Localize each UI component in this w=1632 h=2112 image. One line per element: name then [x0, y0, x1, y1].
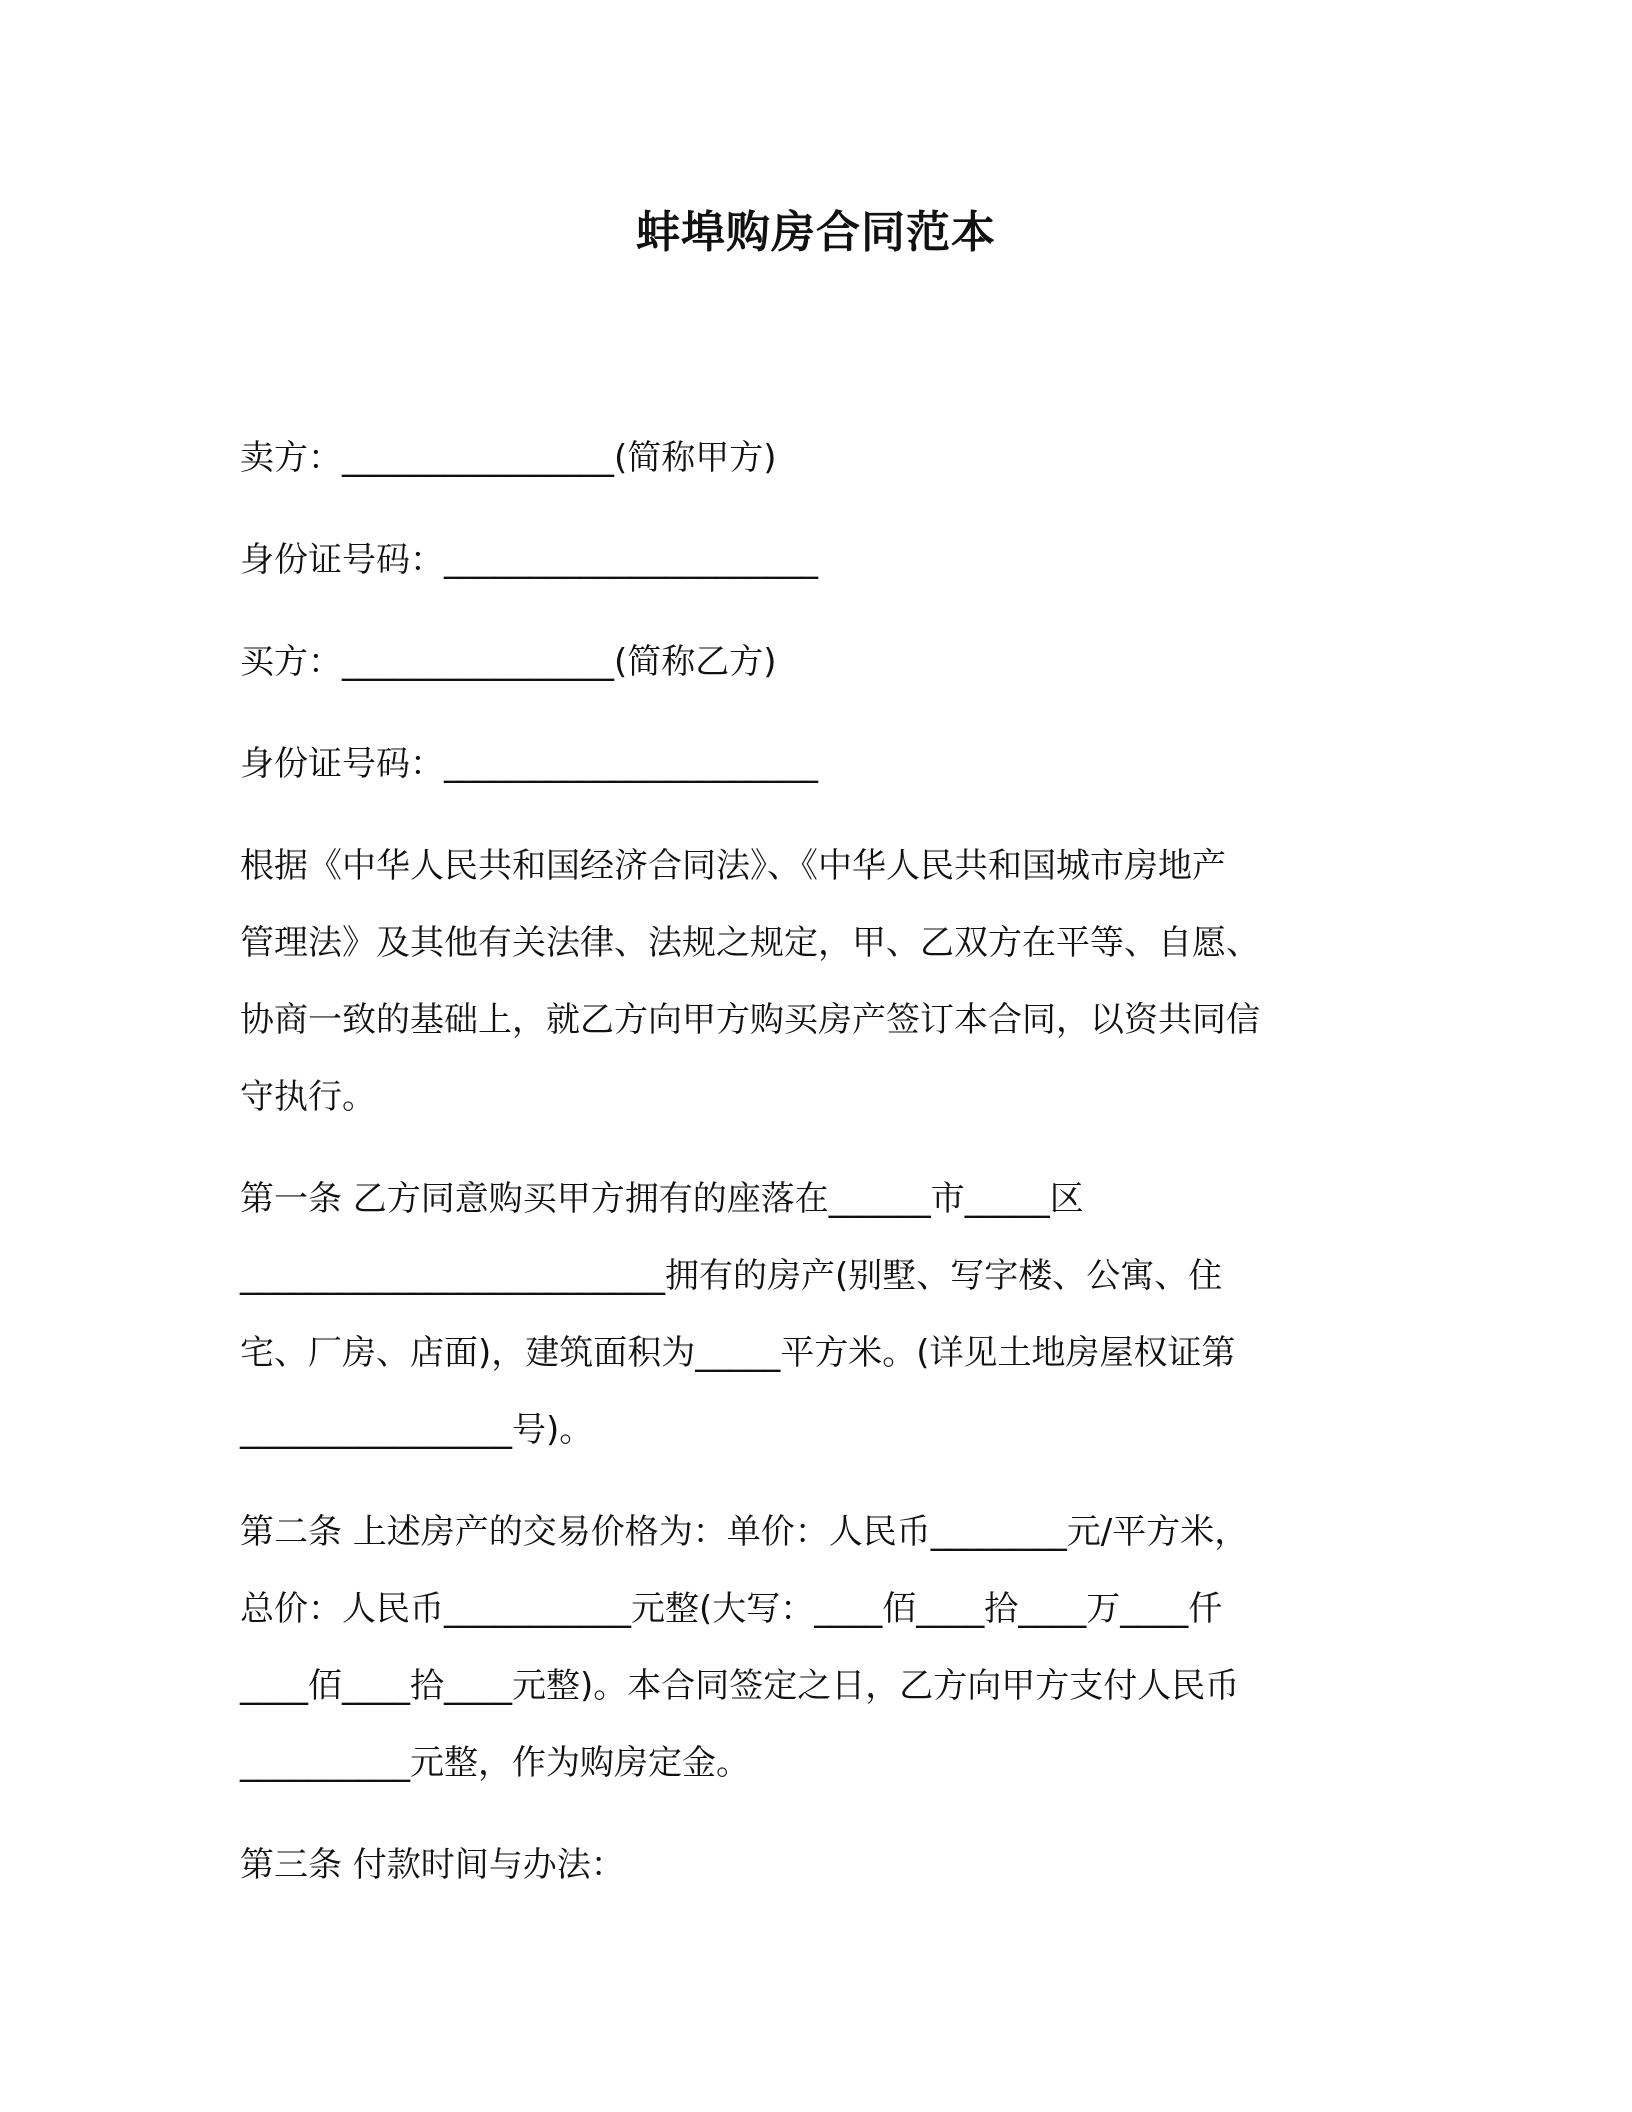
article-1-line: 第一条 乙方同意购买甲方拥有的座落在______市_____区: [240, 1179, 1084, 1219]
article-2-line: 总价：人民币___________元整(大写：____佰____拾____万____仟: [240, 1589, 1223, 1629]
article-2-line: ____佰____拾____元整)。本合同签定之日，乙方向甲方支付人民币: [240, 1666, 1240, 1706]
buyer-line: 买方：________________(简称乙方): [240, 642, 777, 682]
preamble-line: 守执行。: [240, 1077, 376, 1117]
seller-line: 卖方：________________(简称甲方): [240, 438, 777, 478]
paragraph-gap: [240, 1136, 1390, 1161]
paragraph-gap: [240, 497, 1390, 522]
preamble-line: 协商一致的基础上，就乙方向甲方购买房产签订本合同，以资共同信: [240, 1000, 1260, 1040]
paragraph-gap: [240, 1802, 1390, 1827]
document-body: [240, 420, 1390, 1904]
article-3-heading: 第三条 付款时间与办法：: [240, 1845, 625, 1885]
document-title: 蚌埠购房合同范本: [636, 207, 996, 258]
preamble-line: 根据《中华人民共和国经济合同法》、《中华人民共和国城市房地产: [240, 846, 1226, 886]
paragraph-gap: [240, 599, 1390, 624]
article-2-line: __________元整，作为购房定金。: [240, 1743, 750, 1783]
paragraph-gap: [240, 803, 1390, 828]
paragraph-gap: [240, 701, 1390, 726]
seller-id-line: 身份证号码：______________________: [240, 540, 818, 580]
paragraph-gap: [240, 1469, 1390, 1494]
article-1-line: _________________________拥有的房产(别墅、写字楼、公寓、住: [240, 1256, 1223, 1296]
buyer-id-line: 身份证号码：______________________: [240, 744, 818, 784]
preamble-line: 管理法》及其他有关法律、法规之规定，甲、乙双方在平等、自愿、: [240, 923, 1260, 963]
article-1-line: 宅、厂房、店面)，建筑面积为_____平方米。(详见土地房屋权证第: [240, 1333, 1236, 1373]
article-2-line: 第二条 上述房产的交易价格为：单价：人民币________元/平方米，: [240, 1512, 1249, 1552]
article-1-line: ________________号)。: [240, 1410, 594, 1450]
